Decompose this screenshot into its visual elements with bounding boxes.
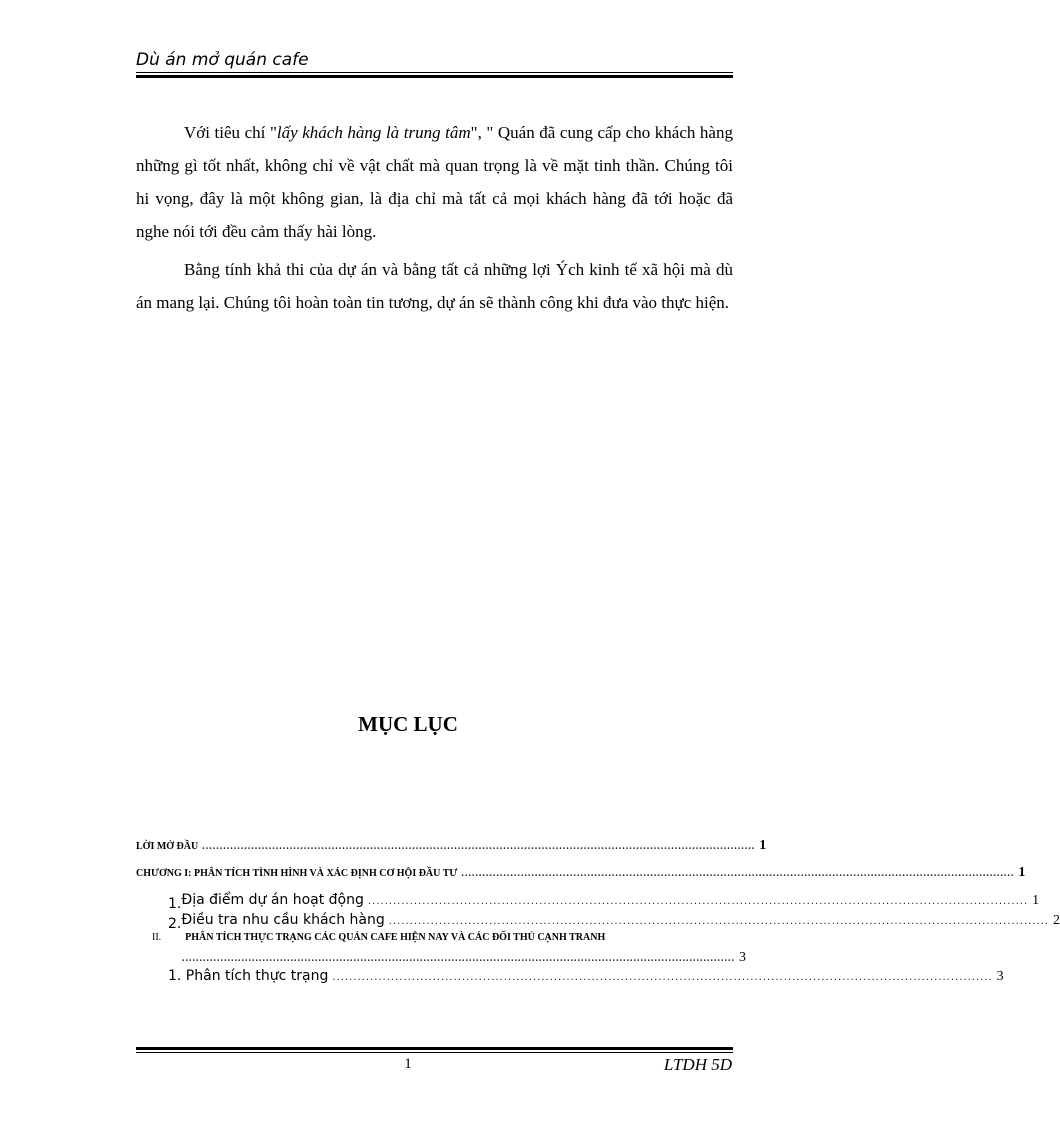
toc-entry-page: 3 <box>996 969 1004 984</box>
footer-page-number: 1 <box>404 1056 412 1072</box>
toc-entry-page: 3 <box>739 950 746 965</box>
toc-leader-dots: .............................................................................................................................................................. <box>388 916 1050 927</box>
toc-entry-label: Điều tra nhu cầu khách hàng <box>181 912 385 928</box>
para1-prefix: Với tiêu chí " <box>184 123 277 142</box>
toc-entry-page: 1 <box>759 838 767 853</box>
toc-leader-dots: .............................................................................................................................................................. <box>182 953 735 964</box>
para1-suffix: ", " Quán đã cung cấp cho khách hàng những gì tốt nhất, không chỉ về vật chất mà quan trọng là về mặt tinh thần. Chúng tôi hi vọng, đây là một không gian, là địa chỉ mà tất cả mọi khách hàng đã tới hoặc đã nghe nói tới đều cảm thấy hài lòng. <box>136 123 733 241</box>
toc-leader-dots: .............................................................................................................................................................. <box>332 972 993 983</box>
toc-entry-loi-mo-dau[interactable] <box>136 838 767 854</box>
toc-entry-label: 1. Phân tích thực trạng <box>168 968 329 984</box>
toc-entry-page: 1 <box>1018 865 1026 880</box>
toc-entry-page: 2 <box>1053 913 1060 928</box>
toc-leader-dots: .............................................................................................................................................................. <box>202 841 756 852</box>
footer-rule-thin <box>136 1052 733 1053</box>
toc-entry-label: CHƯƠNG I: PHÂN TÍCH TÌNH HÌNH VÀ XÁC ĐỊNH CƠ HỘI ĐẦU TƯ <box>136 868 458 879</box>
toc-entry-label: LỜI MỞ ĐẦU <box>136 841 199 852</box>
toc-entry-section-2-leader <box>152 950 746 966</box>
toc-entry-item-3[interactable] <box>168 968 1004 985</box>
footer-right-text: LTDH 5D <box>663 1055 732 1074</box>
toc-entry-roman-number: II. <box>152 932 162 943</box>
toc-title: MỤC LỤC <box>358 712 458 736</box>
toc-entry-item-2[interactable] <box>168 912 1060 932</box>
toc-entry-section-2[interactable] <box>152 932 712 943</box>
header-rule-thick <box>136 75 733 78</box>
toc-leader-dots: .............................................................................................................................................................. <box>367 896 1029 907</box>
toc-leader-dots: .............................................................................................................................................................. <box>461 868 1015 879</box>
toc-entry-label: Địa điểm dự án hoạt động <box>181 892 364 908</box>
toc-entry-item-1[interactable] <box>168 892 1040 912</box>
toc-entry-number: 1. <box>168 896 182 912</box>
intro-paragraph-1 <box>136 116 733 248</box>
toc-entry-number: 2. <box>168 916 182 932</box>
footer-rule-thick <box>136 1047 733 1050</box>
toc-entry-label: PHÂN TÍCH THỰC TRẠNG CÁC QUÁN CAFE HIỆN NAY VÀ CÁC ĐỐI THỦ CẠNH TRANH <box>185 932 606 943</box>
intro-paragraph-2: Bằng tính khả thi của dự án và bằng tất cả những lợi Ých kinh tế xã hội mà dù án mang lại. Chúng tôi hoàn toàn tin tương, dự án sẽ thành công khi đưa vào thực hiện. <box>136 260 733 312</box>
toc-entry-chuong-1[interactable] <box>136 865 1026 881</box>
header-rule-thin <box>136 72 733 73</box>
document-header-title: Dù án mở quán cafe <box>136 50 309 70</box>
toc-entry-page: 1 <box>1032 893 1040 908</box>
para1-italic-phrase: lấy khách hàng là trung tâm <box>276 123 471 142</box>
